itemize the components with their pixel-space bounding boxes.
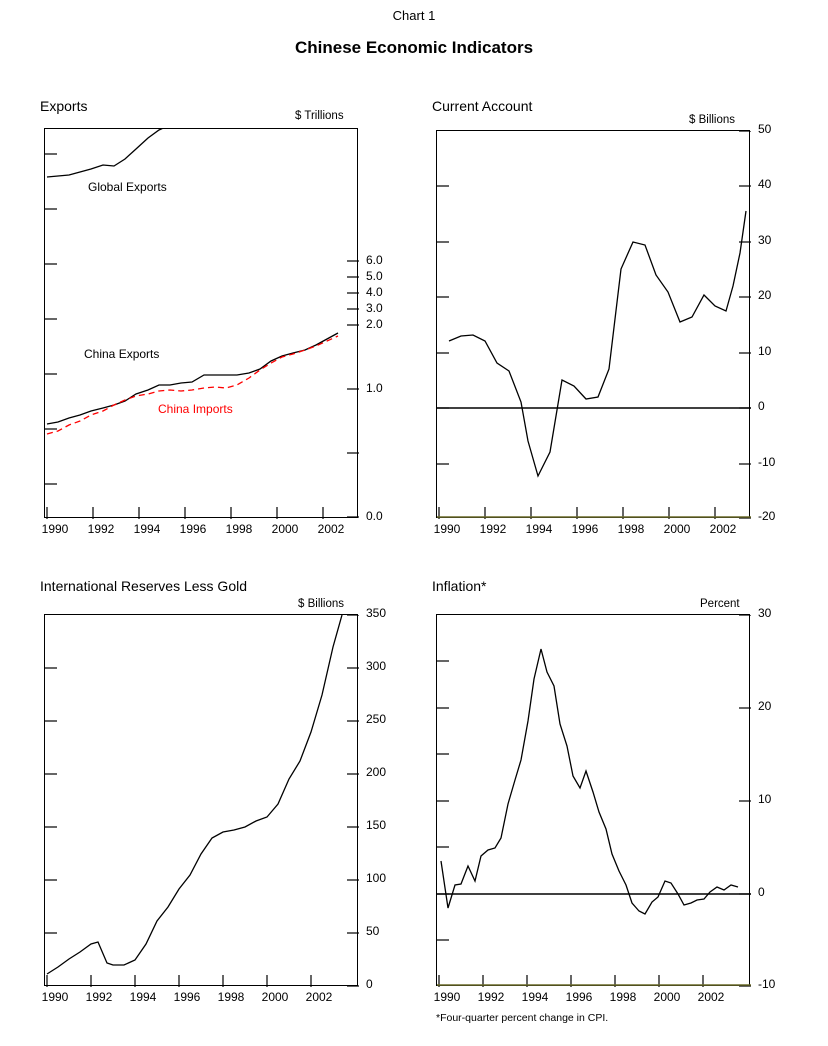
exports-ytick-0: 0.0 [366, 509, 383, 523]
res-xtick-2: 1994 [129, 990, 157, 1004]
exports-xtick-1: 1992 [87, 522, 115, 536]
res-xtick-4: 1998 [217, 990, 245, 1004]
panel-inflation-svg [437, 615, 751, 987]
res-ytick-6: 300 [366, 659, 387, 673]
ca-xtick-0: 1990 [433, 522, 461, 536]
panel-reserves-svg [45, 615, 359, 987]
panel-inflation-unit: Percent [700, 598, 740, 610]
res-ytick-4: 200 [366, 765, 387, 779]
panel-reserves-plot [44, 614, 358, 986]
panel-reserves-title: International Reserves Less Gold [40, 578, 247, 594]
series-label-china-exports: China Exports [84, 347, 160, 361]
res-xtick-3: 1996 [173, 990, 201, 1004]
exports-ytick-1: 1.0 [366, 381, 383, 395]
inf-xtick-1: 1992 [477, 990, 505, 1004]
inf-xtick-3: 1996 [565, 990, 593, 1004]
exports-ytick-4: 4.0 [366, 285, 383, 299]
panel-current-account-svg [437, 131, 751, 519]
exports-xtick-3: 1996 [179, 522, 207, 536]
ca-ytick-7: 50 [758, 122, 772, 136]
res-xtick-0: 1990 [41, 990, 69, 1004]
exports-ytick-6: 6.0 [366, 253, 383, 267]
ca-xtick-4: 1998 [617, 522, 645, 536]
exports-ytick-3: 3.0 [366, 301, 383, 315]
panel-current-account-plot [436, 130, 750, 518]
ca-xtick-3: 1996 [571, 522, 599, 536]
ca-ytick-5: 30 [758, 233, 772, 247]
ca-ytick-2: 0 [758, 399, 765, 413]
panel-reserves [40, 578, 400, 1028]
inf-xtick-2: 1994 [521, 990, 549, 1004]
inf-ytick-3: 20 [758, 699, 772, 713]
series-label-global-exports: Global Exports [88, 180, 167, 194]
page-title: Chinese Economic Indicators [294, 38, 534, 57]
panel-inflation-plot [436, 614, 750, 986]
inf-ytick-4: 30 [758, 606, 772, 620]
res-ytick-0: 0 [366, 977, 373, 991]
ca-ytick-1: -10 [758, 455, 776, 469]
panel-inflation [432, 578, 792, 1038]
chart-number: Chart 1 [392, 8, 436, 23]
res-ytick-7: 350 [366, 606, 387, 620]
inf-xtick-4: 1998 [609, 990, 637, 1004]
panel-inflation-title: Inflation* [432, 578, 487, 594]
inf-xtick-0: 1990 [433, 990, 461, 1004]
res-xtick-5: 2000 [261, 990, 289, 1004]
exports-xtick-5: 2000 [271, 522, 299, 536]
ca-xtick-5: 2000 [663, 522, 691, 536]
ca-xtick-1: 1992 [479, 522, 507, 536]
res-xtick-6: 2002 [305, 990, 333, 1004]
exports-xtick-6: 2002 [317, 522, 345, 536]
res-xtick-1: 1992 [85, 990, 113, 1004]
exports-xtick-0: 1990 [41, 522, 69, 536]
ca-xtick-6: 2002 [709, 522, 737, 536]
panel-exports-unit: $ Trillions [295, 110, 344, 122]
panel-current-account [432, 98, 792, 548]
ca-xtick-2: 1994 [525, 522, 553, 536]
ca-ytick-6: 40 [758, 177, 772, 191]
res-ytick-3: 150 [366, 818, 387, 832]
inf-xtick-5: 2000 [653, 990, 681, 1004]
panel-exports [40, 98, 400, 548]
res-ytick-1: 50 [366, 924, 380, 938]
panel-exports-title: Exports [40, 98, 88, 114]
inf-ytick-2: 10 [758, 792, 772, 806]
inf-xtick-6: 2002 [697, 990, 725, 1004]
exports-ytick-2: 2.0 [366, 317, 383, 331]
inf-ytick-0: -10 [758, 977, 776, 991]
inf-ytick-1: 0 [758, 885, 765, 899]
panel-current-account-title: Current Account [432, 98, 533, 114]
panel-reserves-unit: $ Billions [298, 598, 345, 610]
res-ytick-5: 250 [366, 712, 387, 726]
exports-ytick-5: 5.0 [366, 269, 383, 283]
panel-current-account-unit: $ Billions [689, 114, 736, 126]
ca-ytick-0: -20 [758, 509, 776, 523]
series-label-china-imports: China Imports [158, 402, 233, 416]
inflation-footnote: *Four-quarter percent change in CPI. [436, 1012, 609, 1024]
exports-xtick-4: 1998 [225, 522, 253, 536]
res-ytick-2: 100 [366, 871, 387, 885]
ca-ytick-3: 10 [758, 344, 772, 358]
exports-xtick-2: 1994 [133, 522, 161, 536]
ca-ytick-4: 20 [758, 288, 772, 302]
